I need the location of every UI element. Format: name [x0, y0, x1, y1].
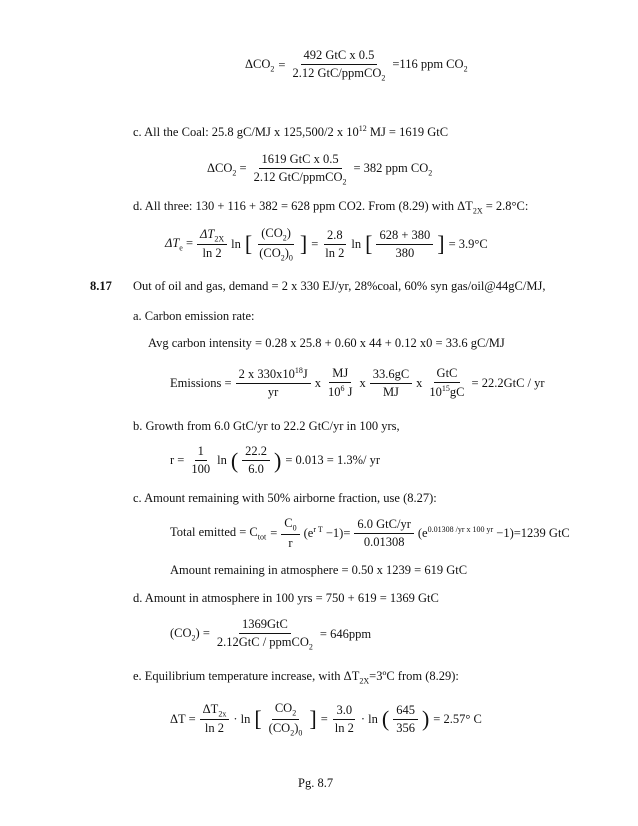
fraction: $\frac{\text{GtC}}{10^{15}gC}$ [429, 366, 465, 400]
fraction: $\frac{\text{1619 GtC x 0.5}}{2.12 GtC/ppmCO_2}$ [253, 152, 347, 187]
lhs: $\Delta CO_2$ = [207, 161, 247, 178]
fraction: $\frac{628 + 380}{380}$ [376, 228, 433, 261]
fraction: $\frac{(CO_2)}{(CO_2)_0}$ [259, 226, 293, 262]
right-bracket: ] [309, 706, 317, 731]
lhs: Emissions = [170, 375, 232, 390]
fraction: $\frac{\text{492 GtC x 0.5}}{2.12 GtC/ppmCO_2}$ [292, 48, 386, 83]
ln-label: ln [351, 236, 362, 251]
fraction: $\frac{22.2}{6.0}$ [242, 444, 270, 477]
fraction: $\frac{33.6gC}{MJ}$ [370, 367, 412, 400]
fraction: $\frac{\Delta T_{2x}}{\ln 2}$ [200, 702, 230, 737]
lhs: Total emitted = $C_{tot}$ [170, 525, 267, 542]
equation-growth-rate: r = $\frac{1}{100}$ ln ( $\frac{22.2}{6.0}$ ) = 0.013 = 1.3%/ yr [170, 444, 381, 476]
fraction: $\frac{C_0}{r}$ [281, 516, 299, 551]
result: = 2.57° C [433, 711, 482, 726]
equation-emissions: Emissions = $\frac{2 x 330x10^{18}J}{yr}$ x $\frac{MJ}{10^6 J}$ x $\frac{33.6gC}{MJ}$ x $\frac{\text{GtC}}{10^{15}gC}$ = 22.2GtC / yr [170, 366, 545, 400]
part-b-label: b. Growth from 6.0 GtC/yr to 22.2 GtC/yr in 100 yrs, [133, 419, 400, 433]
left-bracket: [ [254, 706, 262, 731]
lhs: r = [170, 453, 185, 467]
left-bracket: [ [365, 231, 373, 256]
fraction: $\frac{\Delta T_{2X}}{\ln 2}$ [197, 227, 227, 262]
result: = 3.9°C [448, 236, 488, 251]
fraction: $\frac{MJ}{10^6 J}$ [327, 366, 353, 400]
lhs: ΔT = [170, 711, 196, 726]
fraction: $\frac{\text{1369GtC}}{2.12GtC / ppmCO_2}$ [216, 617, 313, 652]
result: = 22.2GtC / yr [471, 375, 545, 390]
fraction: $\frac{2.8}{\ln 2}$ [325, 227, 345, 260]
part-c-coal-line: c. All the Coal: 25.8 gC/MJ x 125,500/2 x $10^{12}$ MJ = 1619 GtC [133, 124, 449, 140]
part-c-label: c. Amount remaining with 50% airborne fraction, use (8.27): [133, 491, 437, 505]
fraction: $\frac{2 x 330x10^{18}J}{yr}$ [236, 366, 311, 400]
result: = 0.013 = 1.3%/ yr [285, 453, 381, 467]
part-a-label: a. Carbon emission rate: [133, 309, 255, 323]
right-bracket: ] [299, 231, 308, 256]
problem-number: 8.17 [90, 279, 112, 293]
result: =116 ppm $CO_2$ [392, 57, 468, 74]
ln-label: ln [231, 236, 241, 251]
equation-atmospheric-co2 [170, 617, 371, 652]
equation-delta-co2-coal [207, 152, 432, 187]
left-paren: ( [381, 706, 390, 731]
exponential-term: $(e^{r T} -1)=$ [303, 525, 351, 541]
exponential-term: $(e^{0.01308 /yr x 100 yr} -1)=1239$ GtC [417, 525, 570, 541]
result: = 646ppm [319, 626, 372, 641]
fraction: $\frac{CO_2}{(CO_2)_0}$ [268, 701, 303, 737]
page-number: Pg. 8.7 [298, 776, 334, 790]
lhs: $\Delta T_e$ = [165, 235, 194, 253]
lhs: $\Delta CO_2$ [245, 57, 275, 74]
part-d-all-three-line: d. All three: 130 + 116 + 382 = 628 ppm CO2. From (8.29) with $\Delta T_{2X} = 2.8^\circ C$: [133, 199, 529, 216]
amount-remaining-line: Amount remaining in atmosphere = 0.50 x 1239 = 619 GtC [170, 563, 468, 577]
problem-statement: Out of oil and gas, demand = 2 x 330 EJ/yr, 28%coal, 60% syn gas/oil@44gC/MJ, [133, 279, 546, 293]
part-d-label: d. Amount in atmosphere in 100 yrs = 750 + 619 = 1369 GtC [133, 591, 439, 605]
fraction: $\frac{1}{100}$ [191, 444, 211, 476]
part-e-label: e. Equilibrium temperature increase, with $\Delta T_{2X}=3ºC$ from (8.29): [133, 669, 459, 686]
lhs: $(CO_2)$ = [170, 626, 210, 643]
right-paren: ) [421, 706, 430, 731]
fraction: $\frac{\text{6.0 GtC/yr}}{0.01308}$ [354, 517, 413, 550]
equation-delta-te: $\Delta T_e$ = $\frac{\Delta T_{2X}}{\ln 2}$ ln [ $\frac{(CO_2)}{(CO_2)_0}$ ] = $\frac{2.8}{\ln 2}$ ln [ $\frac{628 + 380}{380}$ ] = 3.9°C [165, 226, 488, 262]
left-bracket: [ [244, 231, 253, 256]
avg-carbon-intensity: Avg carbon intensity = 0.28 x 25.8 + 0.60 x 44 + 0.12 x0 = 33.6 gC/MJ [148, 336, 505, 350]
fraction: $\frac{645}{356}$ [393, 703, 418, 736]
equation-delta-co2-oil [245, 48, 468, 83]
equation-total-emitted: Total emitted = $C_{tot}$ = $\frac{C_0}{r}$ $(e^{r T} -1)=$ $\frac{\text{6.0 GtC/yr}}{0.01308}$ $(e^{0.01308 /yr x 100 yr} -1)=1239$ GtC [170, 516, 570, 550]
equals-sign: = [278, 57, 286, 72]
equation-temperature-increase: ΔT = $\frac{\Delta T_{2x}}{\ln 2}$ · ln [ $\frac{CO_2}{(CO_2)_0}$ ] = $\frac{3.0}{\ln 2}$ · ln ( $\frac{645}{356}$ ) = 2.57° C [170, 701, 482, 737]
right-paren: ) [274, 447, 282, 473]
right-bracket: ] [437, 231, 445, 256]
result: = 382 ppm $CO_2$ [353, 161, 433, 178]
left-paren: ( [230, 447, 239, 473]
fraction: $\frac{3.0}{\ln 2}$ [334, 702, 354, 735]
